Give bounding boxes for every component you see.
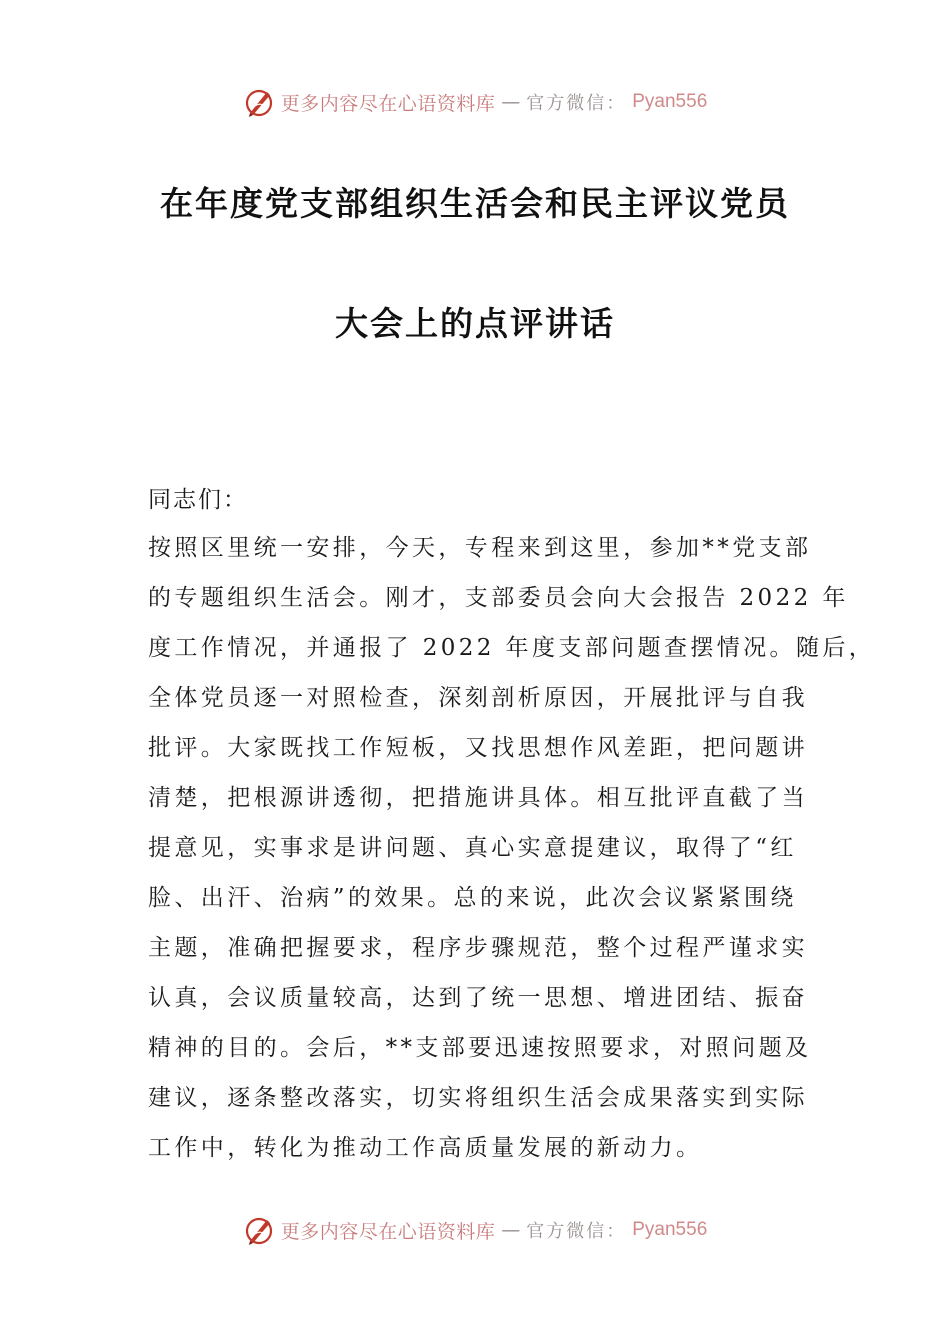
header-watermark (0, 84, 950, 120)
document-title-line-2: 大会上的点评讲话 (335, 304, 615, 343)
watermark-wechat-label: 官方微信： (526, 1221, 627, 1242)
body-line: 按照区里统一安排，今天，专程来到这里，参加**党支部 (148, 535, 812, 561)
watermark-separator: — (501, 91, 521, 113)
body-line: 度工作情况，并通报了 2022 年度支部问题查摆情况。随后， (148, 635, 876, 661)
salutation: 同志们： (148, 487, 248, 513)
body-line: 建议，逐条整改落实，切实将组织生活会成果落实到实际 (148, 1085, 808, 1111)
watermark-wechat-id: Pyan556 (632, 91, 708, 112)
body-line: 认真，会议质量较高，达到了统一思想、增进团结、振奋 (148, 985, 808, 1011)
body-line: 的专题组织生活会。刚才，支部委员会向大会报告 2022 年 (148, 585, 849, 611)
body-line: 批评。大家既找工作短板，又找思想作风差距，把问题讲 (148, 735, 808, 761)
body-line: 提意见，实事求是讲问题、真心实意提建议，取得了“红 (148, 835, 797, 861)
body-line: 清楚，把根源讲透彻，把措施讲具体。相互批评直截了当 (148, 785, 808, 811)
footer-watermark (0, 1212, 950, 1248)
pen-logo-icon (243, 1214, 275, 1246)
watermark-wechat-label: 官方微信： (526, 93, 627, 114)
body-line: 脸、出汗、治病”的效果。总的来说，此次会议紧紧围绕 (148, 885, 797, 911)
body-line: 主题，准确把握要求，程序步骤规范，整个过程严谨求实 (148, 935, 808, 961)
body-line: 全体党员逐一对照检查，深刻剖析原因，开展批评与自我 (148, 685, 808, 711)
document-title-line-1: 在年度党支部组织生活会和民主评议党员 (160, 184, 790, 223)
watermark-wechat-id: Pyan556 (632, 1219, 708, 1240)
body-line: 工作中，转化为推动工作高质量发展的新动力。 (148, 1135, 703, 1161)
watermark-separator: — (501, 1219, 521, 1241)
pen-logo-icon (243, 86, 275, 118)
body-paragraph (148, 530, 876, 1180)
watermark-site-text: 更多内容尽在心语资料库 (280, 92, 496, 115)
watermark-site-text: 更多内容尽在心语资料库 (280, 1220, 496, 1243)
body-line: 精神的目的。会后，**支部要迅速按照要求，对照问题及 (148, 1035, 812, 1061)
